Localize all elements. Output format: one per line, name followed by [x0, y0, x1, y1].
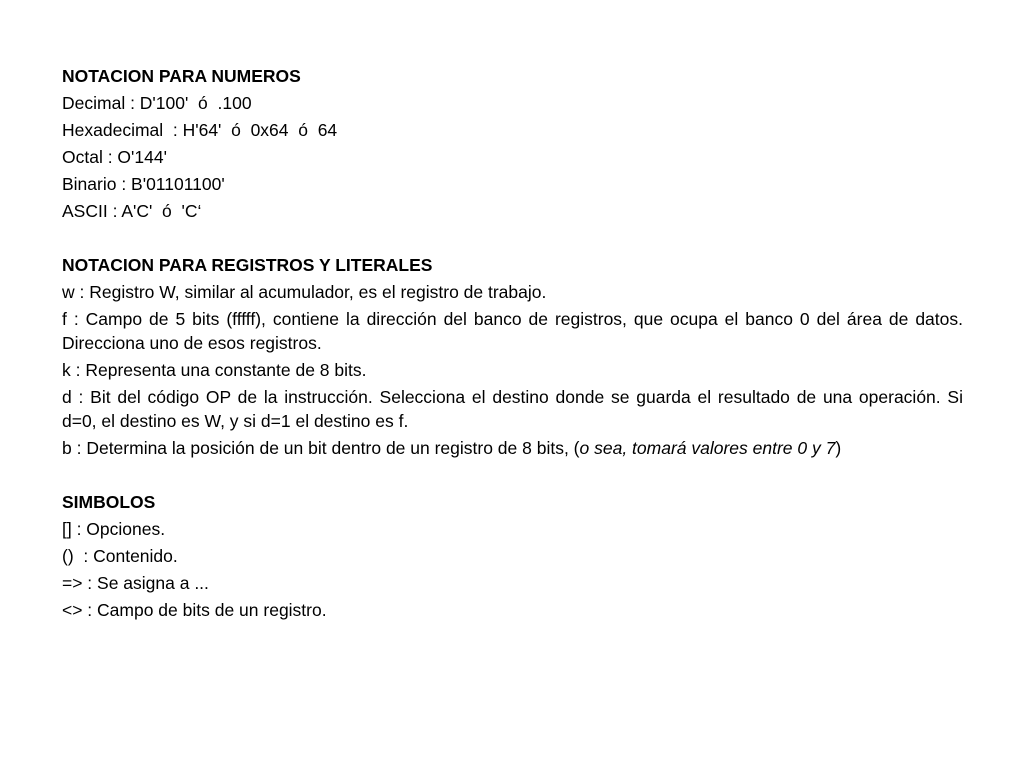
line-binario: Binario : B'01101100'	[62, 174, 225, 194]
para-b	[62, 436, 963, 460]
line-hexadecimal: Hexadecimal : H'64' ó 0x64 ó 64	[62, 120, 338, 140]
line-campo-bits: <> : Campo de bits de un registro.	[62, 600, 327, 620]
para-f: f : Campo de 5 bits (fffff), contiene la dirección del banco de registros, que ocupa el banco 0 del área de datos. Direcciona uno de esos registros.	[62, 309, 963, 353]
line-decimal: Decimal : D'100' ó .100	[62, 93, 252, 113]
line-k: k : Representa una constante de 8 bits.	[62, 360, 367, 380]
heading-notacion-registros: NOTACION PARA REGISTROS Y LITERALES	[62, 255, 433, 275]
line-ascii: ASCII : A'C' ó 'C‘	[62, 201, 202, 221]
section-spacer	[62, 226, 963, 253]
line-se-asigna: => : Se asigna a ...	[62, 573, 209, 593]
section-spacer	[62, 463, 963, 490]
line-contenido: () : Contenido.	[62, 546, 178, 566]
line-octal: Octal : O'144'	[62, 147, 167, 167]
line-w: w : Registro W, similar al acumulador, es el registro de trabajo.	[62, 282, 547, 302]
para-b-prefix: b : Determina la posición de un bit dentro de un registro de 8 bits, (	[62, 438, 580, 458]
para-b-italic: o sea, tomará valores entre 0 y 7	[579, 438, 836, 458]
line-opciones: [] : Opciones.	[62, 519, 166, 539]
slide-content	[62, 64, 963, 625]
heading-simbolos: SIMBOLOS	[62, 492, 156, 512]
heading-notacion-numeros: NOTACION PARA NUMEROS	[62, 66, 301, 86]
para-d: d : Bit del código OP de la instrucción. Selecciona el destino donde se guarda el resultado de una operación. Si d=0, el destino es W, y si d=1 el destino es f.	[62, 387, 963, 431]
para-b-suffix: )	[835, 438, 842, 458]
